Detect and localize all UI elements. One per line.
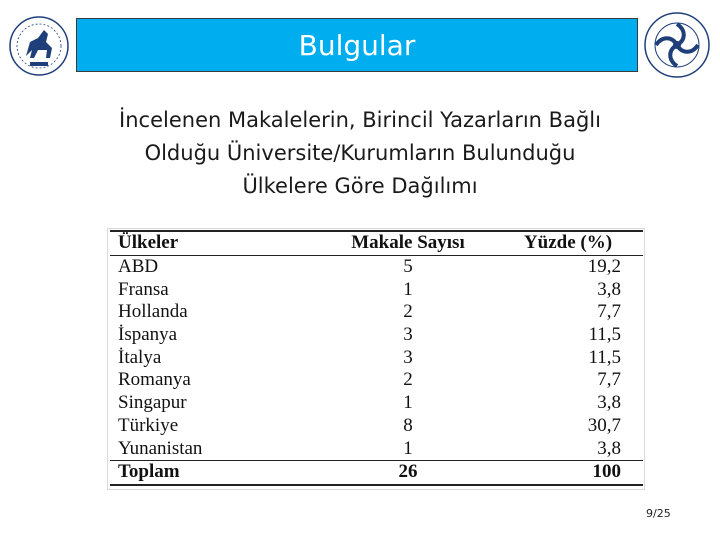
table-row bbox=[110, 415, 643, 438]
cell-percent: 11,5 bbox=[588, 324, 621, 346]
table-header-row bbox=[110, 231, 643, 255]
cell-count: 1 bbox=[403, 437, 413, 459]
table-row bbox=[110, 346, 643, 369]
total-count: 26 bbox=[323, 460, 493, 484]
table-row bbox=[110, 255, 643, 278]
cell-country: Singapur bbox=[118, 392, 187, 414]
table-row bbox=[110, 324, 643, 347]
cell-percent: 19,2 bbox=[587, 256, 621, 278]
cell-count: 3 bbox=[403, 324, 413, 346]
cell-percent: 7,7 bbox=[597, 369, 621, 391]
cell-percent: 3,8 bbox=[597, 437, 621, 459]
cell-percent: 11,5 bbox=[588, 346, 621, 368]
cell-country: Türkiye bbox=[118, 414, 179, 436]
cell-count: 2 bbox=[403, 301, 413, 323]
university-seal-logo-right bbox=[642, 10, 712, 80]
cell-count: 3 bbox=[403, 346, 413, 368]
university-seal-logo-left bbox=[8, 12, 70, 80]
page-number: 9/25 bbox=[646, 507, 671, 520]
cell-count: 2 bbox=[403, 369, 413, 391]
table-row bbox=[110, 392, 643, 415]
table-row bbox=[110, 369, 643, 392]
country-distribution-table bbox=[110, 230, 643, 486]
subtitle-line: Ülkelere Göre Dağılımı bbox=[242, 174, 478, 198]
table-row bbox=[110, 301, 643, 324]
slide-title-bar bbox=[76, 18, 638, 72]
table-total-row bbox=[110, 460, 643, 484]
subtitle-line: Olduğu Üniversite/Kurumların Bulunduğu bbox=[144, 141, 576, 165]
cell-country: ABD bbox=[118, 256, 159, 278]
table-row bbox=[110, 437, 643, 460]
subtitle-line: İncelenen Makalelerin, Birincil Yazarların Bağlı bbox=[119, 108, 601, 132]
header-percent: Yüzde (%) bbox=[493, 231, 643, 255]
cell-country: Romanya bbox=[118, 369, 191, 391]
table-row bbox=[110, 278, 643, 301]
slide-title: Bulgular bbox=[298, 28, 416, 62]
cell-count: 1 bbox=[403, 278, 413, 300]
cell-country: Yunanistan bbox=[118, 437, 203, 459]
cell-count: 5 bbox=[403, 256, 413, 278]
total-label: Toplam bbox=[110, 460, 323, 484]
cell-country: Fransa bbox=[118, 278, 169, 300]
cell-country: Hollanda bbox=[118, 301, 188, 323]
total-percent: 100 bbox=[493, 460, 643, 484]
cell-country: İtalya bbox=[118, 346, 162, 368]
slide-subtitle bbox=[60, 104, 660, 203]
cell-percent: 3,8 bbox=[597, 392, 621, 414]
header-article-count: Makale Sayısı bbox=[323, 231, 493, 255]
cell-count: 8 bbox=[403, 414, 413, 436]
header-countries: Ülkeler bbox=[110, 231, 323, 255]
cell-country: İspanya bbox=[118, 324, 178, 346]
cell-percent: 3,8 bbox=[597, 278, 621, 300]
cell-percent: 30,7 bbox=[587, 414, 621, 436]
cell-count: 1 bbox=[403, 392, 413, 414]
cell-percent: 7,7 bbox=[597, 301, 621, 323]
